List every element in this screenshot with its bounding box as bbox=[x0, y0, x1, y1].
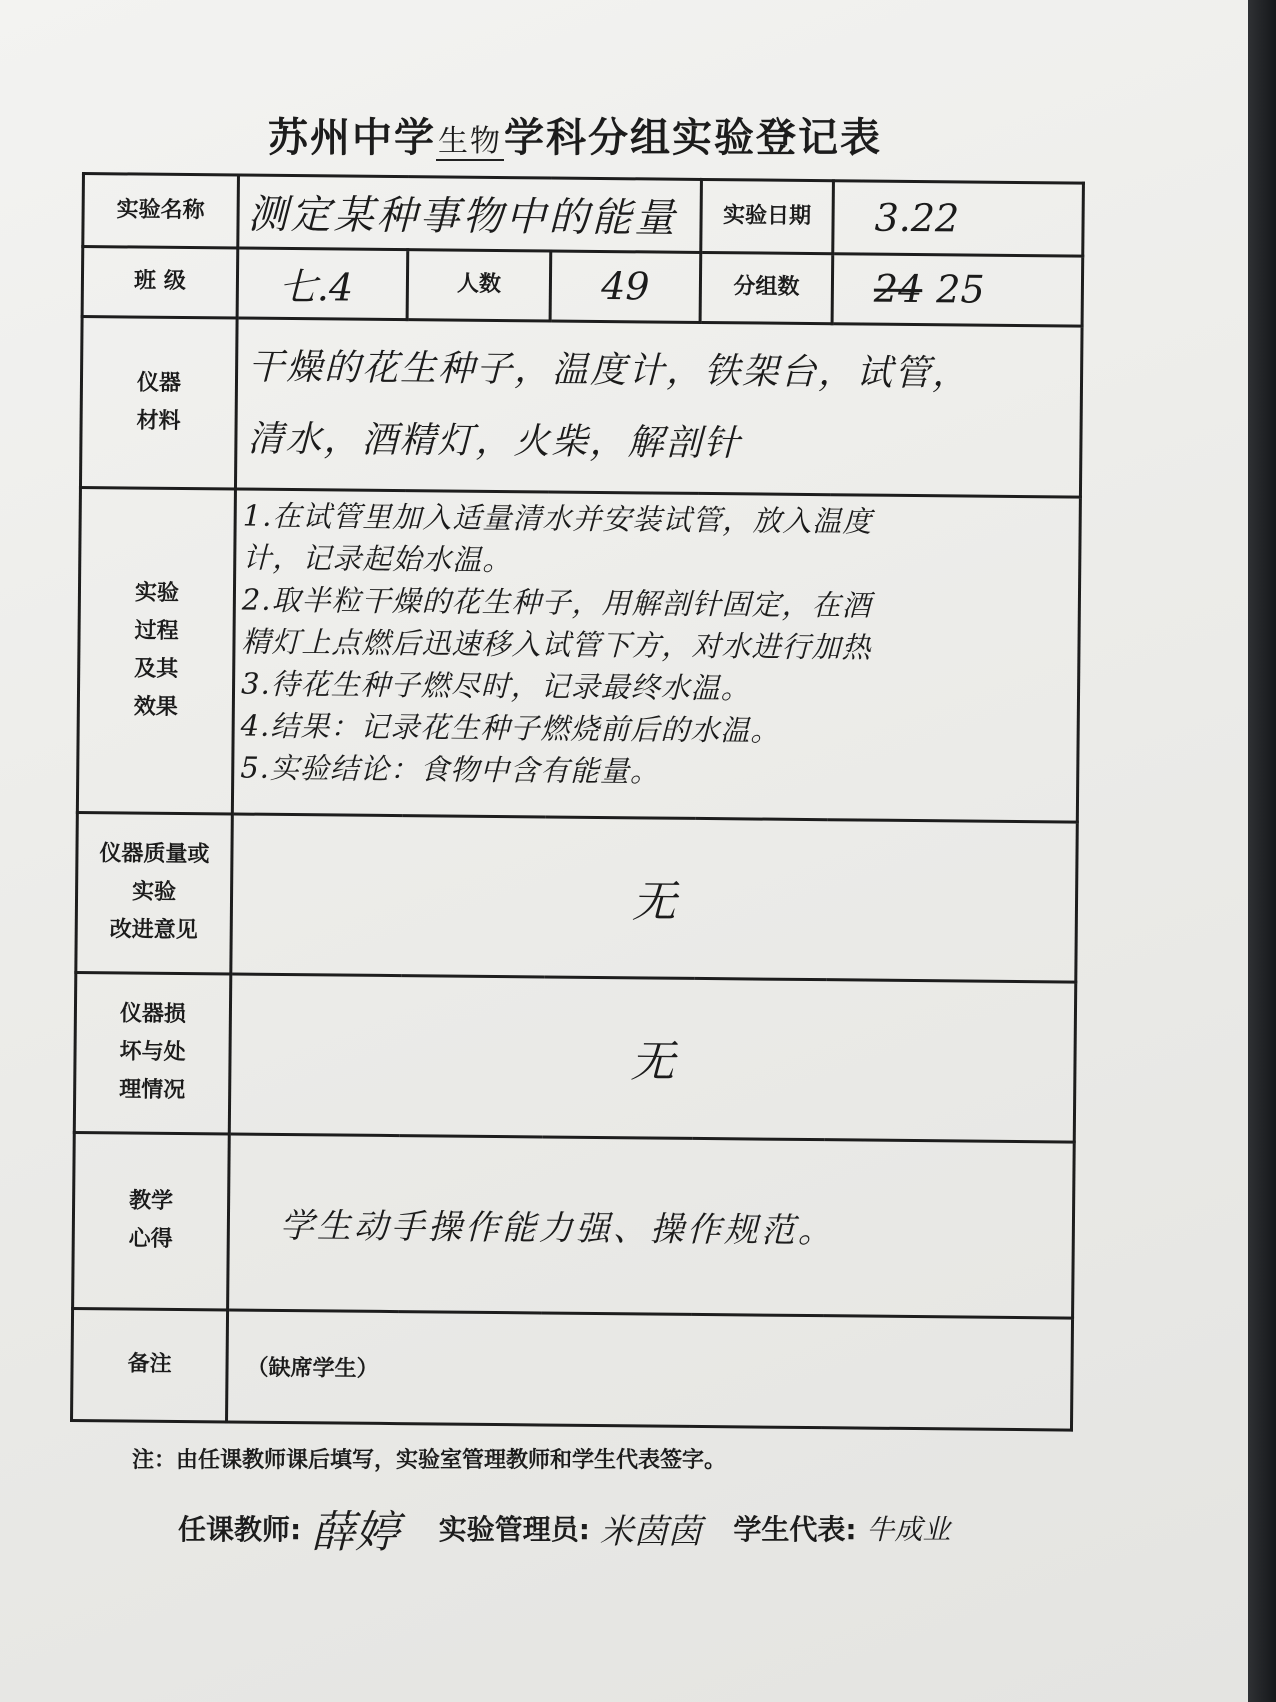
teaching-value: 学生动手操作能力强、操作规范。 bbox=[228, 1134, 1075, 1318]
materials-line: 干燥的花生种子，温度计，铁架台，试管， bbox=[247, 346, 971, 395]
teacher-label: 任课教师: bbox=[178, 1513, 302, 1546]
materials-line: 清水，酒精灯，火柴，解剖针 bbox=[247, 418, 742, 465]
row-materials bbox=[80, 316, 1082, 496]
title-suffix: 学科分组实验登记表 bbox=[504, 115, 882, 161]
admin-label: 实验管理员: bbox=[438, 1513, 590, 1546]
signature-row bbox=[178, 1496, 1078, 1566]
experiment-name-value: 测定某种事物中的能量 bbox=[238, 175, 702, 252]
background-edge bbox=[1248, 0, 1276, 1702]
process-value bbox=[232, 489, 1080, 822]
group-count-struck-value: 24 bbox=[873, 266, 923, 312]
process-line: 4.结果：记录花生种子燃烧前后的水温。 bbox=[240, 708, 781, 748]
registration-table bbox=[70, 172, 1085, 1432]
remarks-value: （缺席学生） bbox=[227, 1310, 1073, 1430]
suggestions-value: 无 bbox=[231, 814, 1077, 982]
remarks-label: 备注 bbox=[72, 1308, 228, 1422]
experiment-date-value: 3.22 bbox=[833, 181, 1084, 256]
row-suggestions bbox=[76, 812, 1077, 982]
form-title bbox=[268, 106, 908, 162]
experiment-date-label: 实验日期 bbox=[701, 179, 834, 253]
row-teaching bbox=[73, 1132, 1075, 1318]
row-experiment-name bbox=[83, 174, 1084, 256]
footnote: 注：由任课教师课后填写，实验室管理教师和学生代表签字。 bbox=[132, 1448, 727, 1473]
experiment-name-label: 实验名称 bbox=[83, 174, 239, 248]
process-label: 实验 过程 及其 效果 bbox=[77, 487, 235, 814]
process-line: 3.待花生种子燃尽时，记录最终水温。 bbox=[240, 666, 751, 706]
group-count-cell bbox=[832, 253, 1083, 326]
process-line: 5.实验结论：食物中含有能量。 bbox=[240, 750, 661, 789]
process-line: 2.取半粒干燥的花生种子，用解剖针固定，在酒 bbox=[241, 582, 872, 623]
headcount-value: 49 bbox=[550, 251, 701, 323]
group-count-label: 分组数 bbox=[700, 252, 833, 324]
process-line: 1.在试管里加入适量清水并安装试管，放入温度 bbox=[242, 498, 873, 539]
damage-label: 仪器损 坏与处 理情况 bbox=[74, 972, 231, 1133]
row-process bbox=[77, 487, 1080, 822]
student-signature: 牛成业 bbox=[866, 1513, 951, 1546]
materials-value bbox=[235, 318, 1082, 497]
teacher-signature: 薛婷 bbox=[310, 1507, 399, 1558]
student-label: 学生代表: bbox=[733, 1513, 857, 1546]
title-subject-handwritten: 生物 bbox=[438, 124, 502, 159]
suggestions-label: 仪器质量或 实验 改进意见 bbox=[76, 812, 233, 973]
damage-value: 无 bbox=[229, 974, 1075, 1142]
process-line: 精灯上点燃后迅速移入试管下方，对水进行加热 bbox=[241, 624, 872, 665]
process-line: 计，记录起始水温。 bbox=[242, 540, 513, 577]
title-prefix: 苏州中学 bbox=[268, 115, 436, 161]
materials-label: 仪器 材料 bbox=[80, 316, 237, 488]
row-damage bbox=[74, 972, 1075, 1142]
admin-signature: 米茵茵 bbox=[599, 1511, 702, 1552]
class-value: 七.4 bbox=[237, 248, 408, 320]
row-class-info bbox=[82, 246, 1083, 326]
headcount-label: 人数 bbox=[407, 249, 551, 321]
class-label: 班 级 bbox=[82, 246, 238, 318]
row-remarks bbox=[72, 1308, 1073, 1430]
group-count-value: 25 bbox=[936, 267, 985, 312]
teaching-label: 教学 心得 bbox=[73, 1132, 230, 1309]
